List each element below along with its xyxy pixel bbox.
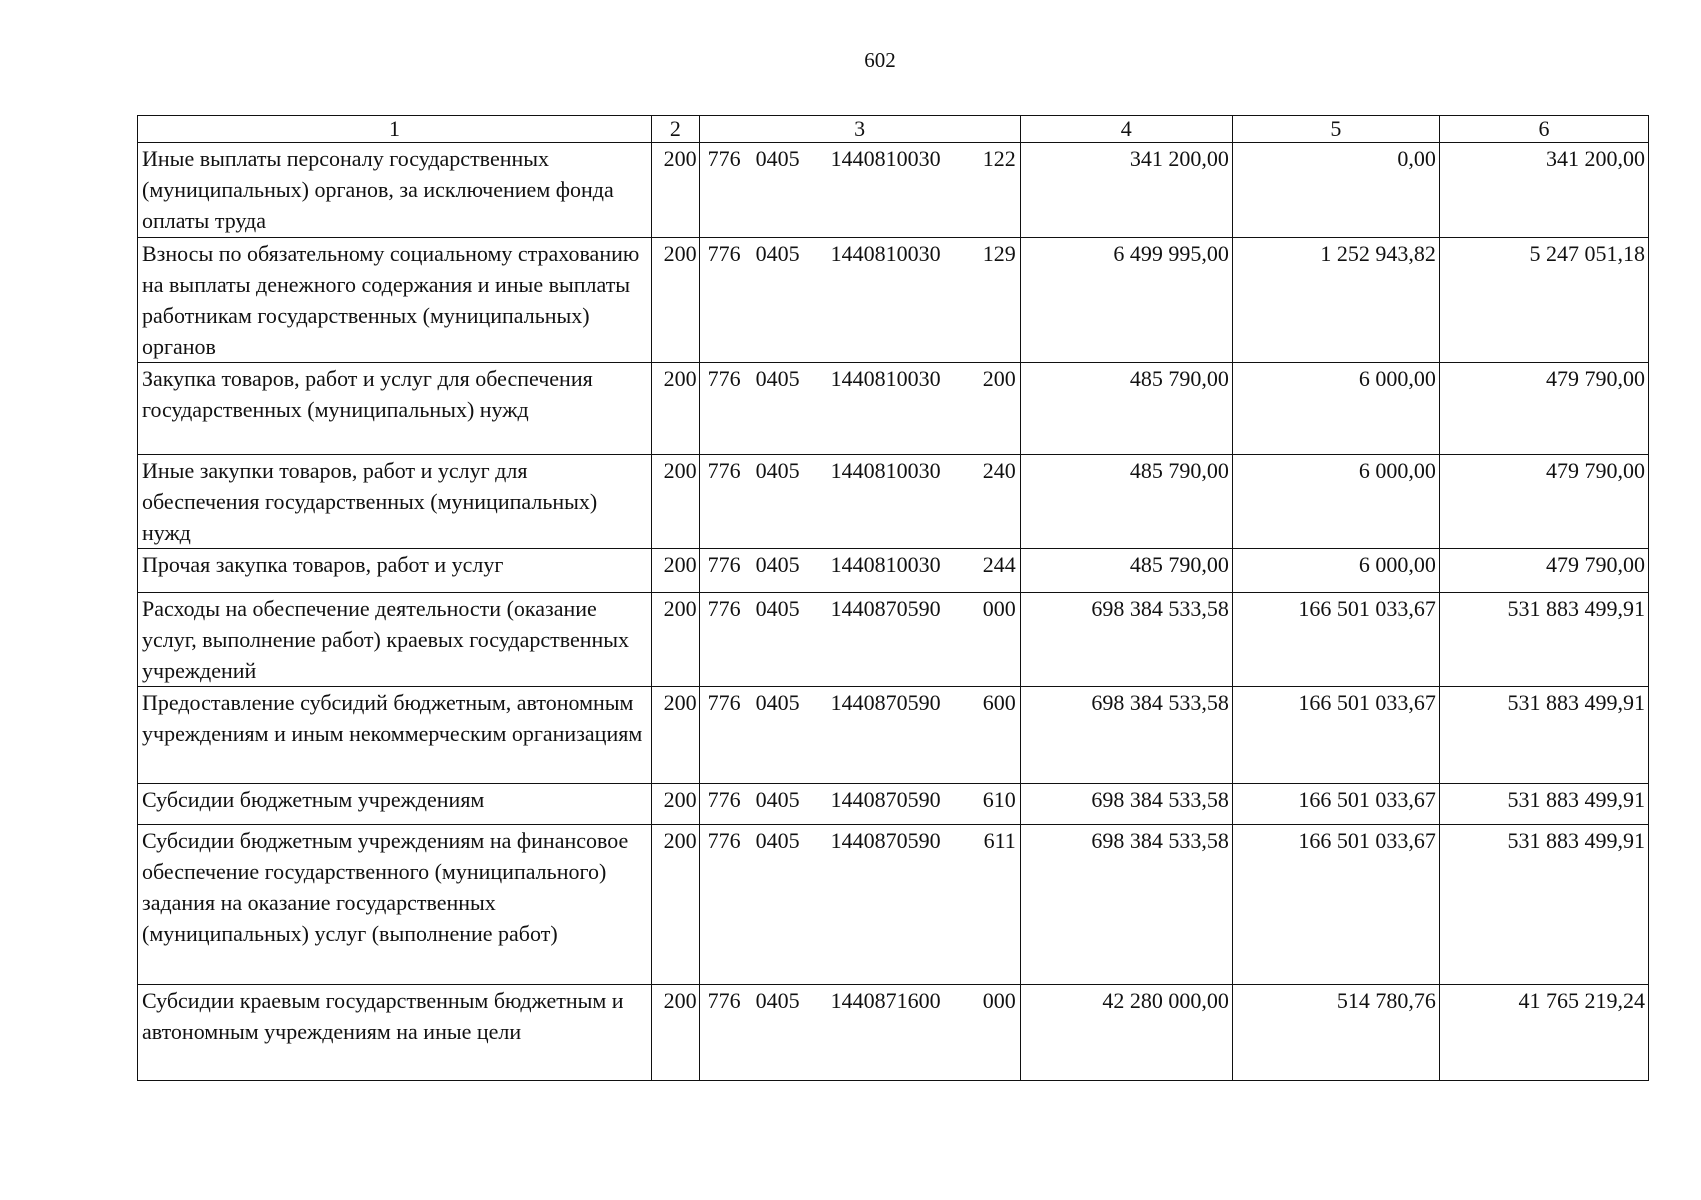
budget-classification-code <box>699 784 1020 825</box>
amount-col-6: 341 200,00 <box>1439 143 1648 238</box>
amount-col-4: 698 384 533,58 <box>1020 784 1232 825</box>
code-200: 200 <box>652 143 699 238</box>
table-row <box>138 143 1649 238</box>
amount-col-5: 6 000,00 <box>1232 363 1439 455</box>
amount-col-6: 5 247 051,18 <box>1439 238 1648 363</box>
budget-classification-code <box>699 825 1020 985</box>
code-group <box>708 455 1016 486</box>
target-article-code: 1440810030 <box>830 146 941 171</box>
amount-col-6: 531 883 499,91 <box>1439 687 1648 784</box>
amount-col-4: 42 280 000,00 <box>1020 985 1232 1081</box>
amount-col-5: 166 501 033,67 <box>1232 784 1439 825</box>
code-group <box>708 363 1016 394</box>
expense-name: Прочая закупка товаров, работ и услуг <box>138 549 652 593</box>
department-code: 776 <box>707 241 741 266</box>
section-code: 0405 <box>755 146 800 171</box>
budget-classification-code <box>699 549 1020 593</box>
code-group <box>708 687 1016 718</box>
table-row <box>138 363 1649 455</box>
page-number: 602 <box>864 48 896 72</box>
section-code: 0405 <box>755 596 800 621</box>
expense-name: Иные выплаты персоналу государственных (муниципальных) органов, за исключением фонда оплаты труда <box>138 143 652 238</box>
section-code: 0405 <box>755 458 800 483</box>
target-article-code: 1440871600 <box>830 988 941 1013</box>
amount-col-4: 6 499 995,00 <box>1020 238 1232 363</box>
expense-name: Предоставление субсидий бюджетным, автономным учреждениям и иным некоммерческим организациям <box>138 687 652 784</box>
amount-col-6: 41 765 219,24 <box>1439 985 1648 1081</box>
table-row <box>138 825 1649 985</box>
code-200: 200 <box>652 549 699 593</box>
amount-col-4: 698 384 533,58 <box>1020 593 1232 687</box>
budget-classification-code <box>699 143 1020 238</box>
expense-name: Субсидии бюджетным учреждениям <box>138 784 652 825</box>
department-code: 776 <box>707 988 741 1013</box>
target-article-code: 1440870590 <box>830 787 941 812</box>
target-article-code: 1440810030 <box>830 366 941 391</box>
department-code: 776 <box>707 552 741 577</box>
code-200: 200 <box>652 687 699 784</box>
amount-col-4: 485 790,00 <box>1020 455 1232 549</box>
expense-name: Расходы на обеспечение деятельности (оказание услуг, выполнение работ) краевых государственных учреждений <box>138 593 652 687</box>
code-200: 200 <box>652 985 699 1081</box>
amount-col-6: 531 883 499,91 <box>1439 825 1648 985</box>
amount-col-6: 531 883 499,91 <box>1439 784 1648 825</box>
section-code: 0405 <box>755 366 800 391</box>
section-code: 0405 <box>755 690 800 715</box>
amount-col-5: 0,00 <box>1232 143 1439 238</box>
amount-col-6: 479 790,00 <box>1439 455 1648 549</box>
department-code: 776 <box>707 458 741 483</box>
expense-type-code: 000 <box>982 988 1016 1013</box>
amount-col-5: 1 252 943,82 <box>1232 238 1439 363</box>
department-code: 776 <box>707 690 741 715</box>
amount-col-4: 485 790,00 <box>1020 363 1232 455</box>
target-article-code: 1440870590 <box>830 828 941 853</box>
target-article-code: 1440810030 <box>830 241 941 266</box>
table-row <box>138 549 1649 593</box>
amount-col-5: 514 780,76 <box>1232 985 1439 1081</box>
code-group <box>708 549 1016 580</box>
code-200: 200 <box>652 825 699 985</box>
code-group <box>708 238 1016 269</box>
expense-name: Взносы по обязательному социальному страхованию на выплаты денежного содержания и иные выплаты работникам государственных (муниципальных) органов <box>138 238 652 363</box>
expense-type-code: 122 <box>982 146 1016 171</box>
expense-name: Закупка товаров, работ и услуг для обеспечения государственных (муниципальных) нужд <box>138 363 652 455</box>
table-row <box>138 455 1649 549</box>
expense-type-code: 000 <box>982 596 1016 621</box>
department-code: 776 <box>707 596 741 621</box>
target-article-code: 1440870590 <box>830 690 941 715</box>
expense-type-code: 600 <box>982 690 1016 715</box>
amount-col-6: 479 790,00 <box>1439 549 1648 593</box>
budget-classification-code <box>699 363 1020 455</box>
column-number: 3 <box>699 116 1020 143</box>
code-group <box>708 784 1016 815</box>
code-200: 200 <box>652 363 699 455</box>
expense-name: Субсидии краевым государственным бюджетным и автономным учреждениям на иные цели <box>138 985 652 1081</box>
expense-type-code: 200 <box>982 366 1016 391</box>
expense-type-code: 240 <box>982 458 1016 483</box>
target-article-code: 1440870590 <box>830 596 941 621</box>
amount-col-4: 698 384 533,58 <box>1020 825 1232 985</box>
column-number: 1 <box>138 116 652 143</box>
amount-col-4: 698 384 533,58 <box>1020 687 1232 784</box>
amount-col-6: 479 790,00 <box>1439 363 1648 455</box>
amount-col-5: 6 000,00 <box>1232 455 1439 549</box>
code-group <box>708 985 1016 1016</box>
code-group <box>708 593 1016 624</box>
amount-col-5: 166 501 033,67 <box>1232 593 1439 687</box>
table-row <box>138 687 1649 784</box>
expense-type-code: 611 <box>983 828 1016 853</box>
department-code: 776 <box>707 828 741 853</box>
section-code: 0405 <box>755 787 800 812</box>
table-row <box>138 985 1649 1081</box>
table-row <box>138 593 1649 687</box>
code-group <box>708 825 1016 856</box>
section-code: 0405 <box>755 988 800 1013</box>
code-200: 200 <box>652 784 699 825</box>
column-number: 6 <box>1439 116 1648 143</box>
code-200: 200 <box>652 455 699 549</box>
section-code: 0405 <box>755 241 800 266</box>
department-code: 776 <box>707 787 741 812</box>
budget-classification-code <box>699 985 1020 1081</box>
amount-col-4: 341 200,00 <box>1020 143 1232 238</box>
column-number: 5 <box>1232 116 1439 143</box>
column-number: 4 <box>1020 116 1232 143</box>
target-article-code: 1440810030 <box>830 458 941 483</box>
amount-col-5: 166 501 033,67 <box>1232 825 1439 985</box>
target-article-code: 1440810030 <box>830 552 941 577</box>
budget-classification-code <box>699 238 1020 363</box>
budget-classification-code <box>699 687 1020 784</box>
table-row <box>138 784 1649 825</box>
column-number: 2 <box>652 116 699 143</box>
department-code: 776 <box>707 366 741 391</box>
table-row <box>138 238 1649 363</box>
department-code: 776 <box>707 146 741 171</box>
budget-table <box>137 115 1649 1081</box>
expense-type-code: 129 <box>982 241 1016 266</box>
amount-col-5: 166 501 033,67 <box>1232 687 1439 784</box>
amount-col-4: 485 790,00 <box>1020 549 1232 593</box>
code-200: 200 <box>652 238 699 363</box>
amount-col-6: 531 883 499,91 <box>1439 593 1648 687</box>
code-group <box>708 143 1016 174</box>
column-number-row <box>138 116 1649 143</box>
code-200: 200 <box>652 593 699 687</box>
expense-name: Субсидии бюджетным учреждениям на финансовое обеспечение государственного (муниципального) задания на оказание государственных (муниципальных) услуг (выполнение работ) <box>138 825 652 985</box>
budget-classification-code <box>699 593 1020 687</box>
expense-type-code: 244 <box>982 552 1016 577</box>
budget-classification-code <box>699 455 1020 549</box>
expense-type-code: 610 <box>982 787 1016 812</box>
section-code: 0405 <box>755 552 800 577</box>
amount-col-5: 6 000,00 <box>1232 549 1439 593</box>
expense-name: Иные закупки товаров, работ и услуг для обеспечения государственных (муниципальных) нужд <box>138 455 652 549</box>
section-code: 0405 <box>755 828 800 853</box>
